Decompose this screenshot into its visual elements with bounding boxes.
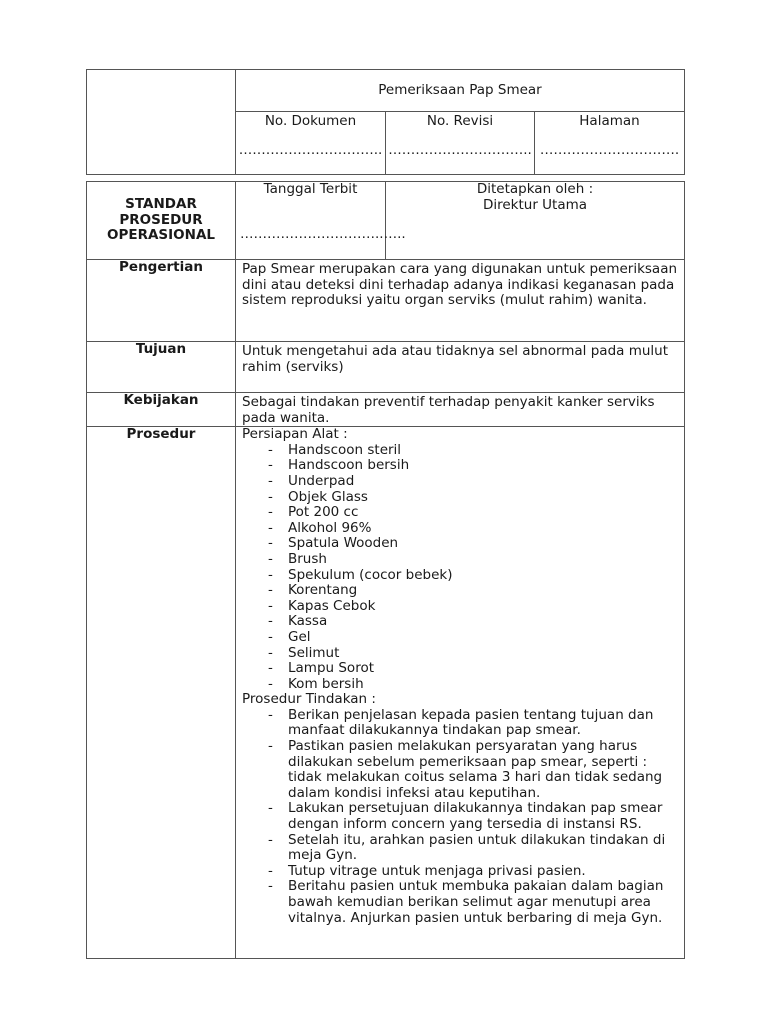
no-revisi-value: ………………………….. [388, 141, 532, 158]
tindakan-item: - Setelah itu, arahkan pasien untuk dilakukan tindakan di meja Gyn. [266, 833, 678, 864]
alat-item: - Kapas Cebok [266, 599, 678, 615]
sop-main-table [86, 181, 685, 959]
halaman-label: Halaman [579, 113, 640, 129]
document-header-table [86, 69, 685, 175]
alat-item: - Underpad [266, 474, 678, 490]
pengertian-text: Pap Smear merupakan cara yang digunakan untuk pemeriksaan dini atau deteksi dini terhadap adanya indikasi keganasan pada sistem reproduksi yaitu organ serviks (mulut rahim) wanita. [236, 260, 685, 342]
logo-cell [87, 70, 236, 175]
alat-item: - Gel [266, 630, 678, 646]
alat-item: - Korentang [266, 583, 678, 599]
kebijakan-text: Sebagai tindakan preventif terhadap penyakit kanker serviks pada wanita. [236, 393, 685, 427]
tindakan-item: - Tutup vitrage untuk menjaga privasi pasien. [266, 864, 678, 880]
alat-item: - Selimut [266, 646, 678, 662]
tanggal-terbit-value: …………………………..….. [240, 225, 406, 242]
halaman-value: …………………………. [539, 141, 680, 158]
tindakan-item: - Pastikan pasien melakukan persyaratan yang harus dilakukan sebelum pemeriksaan pap smear, seperti : tidak melakukan coitus selama 3 hari dan tidak sedang dalam kondisi infeksi atau keputihan. [266, 739, 678, 801]
alat-item: - Handscoon steril [266, 443, 678, 459]
alat-item: - Spekulum (cocor bebek) [266, 568, 678, 584]
prosedur-tindakan-heading: Prosedur Tindakan : [242, 691, 376, 708]
sop-label: STANDAR PROSEDUR OPERASIONAL [87, 182, 236, 260]
tanggal-terbit-cell [236, 181, 406, 260]
alat-item: - Lampu Sorot [266, 661, 678, 677]
halaman-cell [535, 112, 685, 175]
ditetapkan-label: Ditetapkan oleh : [476, 181, 594, 197]
alat-item: - Brush [266, 552, 678, 568]
no-dokumen-label: No. Dokumen [264, 113, 357, 129]
tindakan-item: - Lakukan persetujuan dilakukannya tindakan pap smear dengan inform concern yang tersedia di instansi RS. [266, 801, 678, 832]
no-revisi-cell [386, 112, 535, 175]
prosedur-content [236, 427, 685, 959]
alat-item: - Pot 200 cc [266, 505, 678, 521]
pengertian-label: Pengertian [87, 260, 236, 342]
tindakan-item: - Beritahu pasien untuk membuka pakaian dalam bagian bawah kemudian berikan selimut agar menutupi area vitalnya. Anjurkan pasien untuk berbaring di meja Gyn. [266, 879, 678, 926]
tanggal-terbit-label: Tanggal Terbit [263, 181, 358, 197]
tindakan-list [242, 708, 678, 926]
alat-item: - Spatula Wooden [266, 536, 678, 552]
alat-list [242, 443, 678, 693]
alat-item: - Objek Glass [266, 490, 678, 506]
ditetapkan-value: Direktur Utama [482, 196, 588, 213]
ditetapkan-cell [386, 182, 685, 260]
persiapan-alat-heading: Persiapan Alat : [242, 426, 348, 443]
alat-item: - Handscoon bersih [266, 458, 678, 474]
kebijakan-label: Kebijakan [87, 393, 236, 427]
no-revisi-label: No. Revisi [426, 113, 494, 129]
alat-item: - Kom bersih [266, 677, 678, 693]
alat-item: - Kassa [266, 614, 678, 630]
tujuan-label: Tujuan [87, 342, 236, 393]
prosedur-label: Prosedur [87, 427, 236, 959]
no-dokumen-cell [236, 112, 386, 175]
tujuan-text: Untuk mengetahui ada atau tidaknya sel abnormal pada mulut rahim (serviks) [236, 342, 685, 393]
alat-item: - Alkohol 96% [266, 521, 678, 537]
document-title: Pemeriksaan Pap Smear [236, 70, 685, 112]
tindakan-item: - Berikan penjelasan kepada pasien tentang tujuan dan manfaat dilakukannya tindakan pap smear. [266, 708, 678, 739]
no-dokumen-value: ………………………….. [238, 141, 383, 158]
